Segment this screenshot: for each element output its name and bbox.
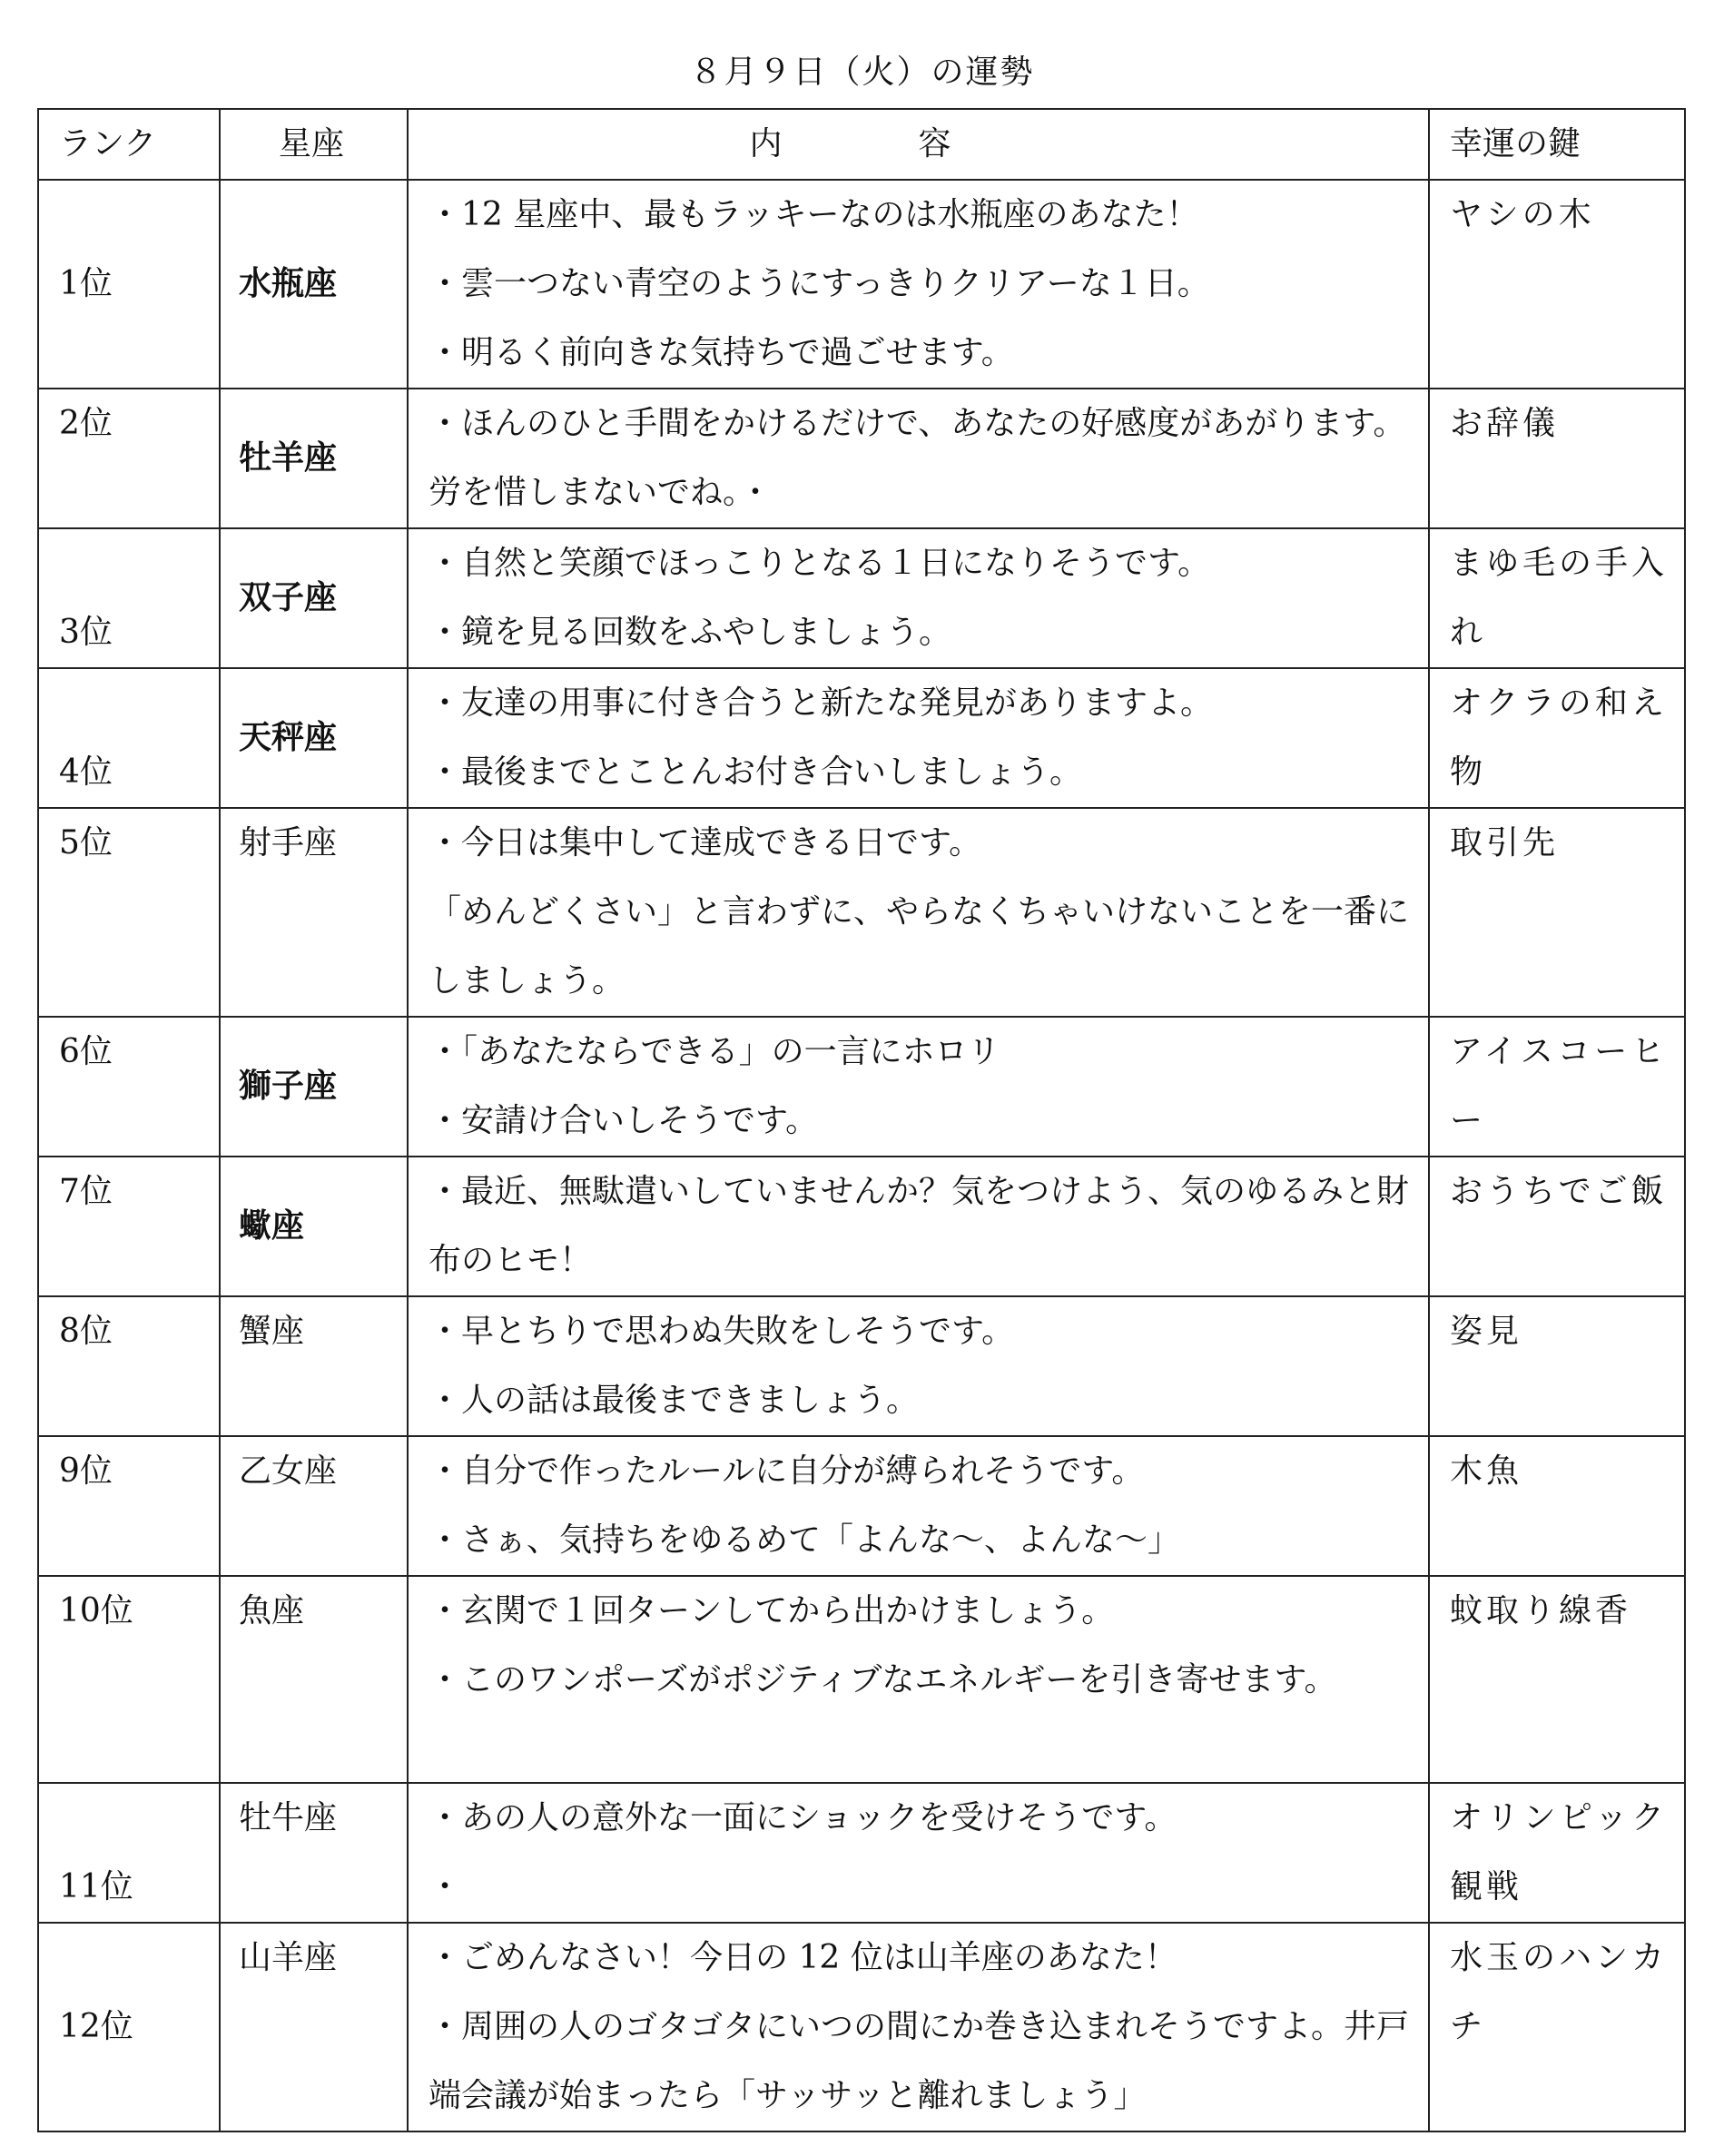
header-content: 内容 — [408, 109, 1429, 180]
rank-cell: 1位 — [38, 180, 220, 389]
rank-cell: 12位 — [38, 1923, 220, 2131]
header-key: 幸運の鍵 — [1429, 109, 1685, 180]
content-line: ・自分で作ったルールに自分が縛られそうです。 — [429, 1452, 1145, 1490]
table-row — [38, 808, 1685, 1017]
lucky-key-cell: オクラの和え物 — [1429, 668, 1685, 808]
sign-cell: 射手座 — [220, 808, 408, 1017]
sign-cell: 牡牛座 — [220, 1783, 408, 1923]
table-row — [38, 180, 1685, 389]
content-cell — [408, 1576, 1429, 1783]
rank-cell: 6位 — [38, 1017, 220, 1157]
table-row — [38, 389, 1685, 528]
lucky-key-cell: 水玉のハンカチ — [1429, 1923, 1685, 2131]
lucky-key-cell: 取引先 — [1429, 808, 1685, 1017]
lucky-key-cell: おうちでご飯 — [1429, 1157, 1685, 1296]
content-cell — [408, 1436, 1429, 1576]
content-line: ・今日は集中して達成できる日です。 — [429, 824, 982, 861]
lucky-key-cell: 木魚 — [1429, 1436, 1685, 1576]
content-line: ・鏡を見る回数をふやしましょう。 — [429, 614, 952, 651]
header-row — [38, 109, 1685, 180]
content-cell — [408, 1783, 1429, 1923]
lucky-key-cell: ヤシの木 — [1429, 180, 1685, 389]
page-title: ８月９日（火）の運勢 — [689, 54, 1035, 91]
content-line: ・雲一つない青空のようにすっきりクリアーな１日。 — [429, 265, 1210, 302]
content-cell — [408, 668, 1429, 808]
content-line: ・ほんのひと手間をかけるだけで、あなたの好感度があがります。労を惜しまないでね。・ — [429, 405, 1406, 511]
rank-cell: 7位 — [38, 1157, 220, 1296]
content-line: ・12 星座中、最もラッキーなのは水瓶座のあなた！ — [429, 196, 1199, 233]
table-row — [38, 1923, 1685, 2131]
content-cell — [408, 528, 1429, 668]
sign-cell: 魚座 — [220, 1576, 408, 1783]
rank-cell: 8位 — [38, 1296, 220, 1436]
sign-cell: 山羊座 — [220, 1923, 408, 2131]
table-row — [38, 1576, 1685, 1783]
lucky-key-cell: アイスコーヒー — [1429, 1017, 1685, 1157]
lucky-key-cell: まゆ毛の手入れ — [1429, 528, 1685, 668]
rank-cell: 3位 — [38, 528, 220, 668]
content-cell — [408, 1017, 1429, 1157]
sign-cell: 蟹座 — [220, 1296, 408, 1436]
rank-cell: 5位 — [38, 808, 220, 1017]
sign-cell: 乙女座 — [220, 1436, 408, 1576]
lucky-key-cell: 蚊取り線香 — [1429, 1576, 1685, 1783]
content-line: ・安請け合いしそうです。 — [429, 1102, 819, 1139]
sign-cell: 獅子座 — [220, 1017, 408, 1157]
sign-cell: 天秤座 — [220, 668, 408, 808]
content-line: ・このワンポーズがポジティブなエネルギーを引き寄せます。 — [429, 1661, 1337, 1698]
sign-cell: 水瓶座 — [220, 180, 408, 389]
horoscope-table — [37, 108, 1686, 2132]
content-line: ・早とちりで思わぬ失敗をしそうです。 — [429, 1313, 1015, 1350]
rank-cell: 2位 — [38, 389, 220, 528]
content-line: ・自然と笑顔でほっこりとなる１日になりそうです。 — [429, 545, 1211, 582]
lucky-key-cell: オリンピック観戦 — [1429, 1783, 1685, 1923]
content-line: ・人の話は最後まできましょう。 — [429, 1382, 920, 1419]
content-line: 「めんどくさい」と言わずに、やらなくちゃいけないことを一番にしましょう。 — [429, 893, 1410, 999]
table-row — [38, 528, 1685, 668]
header-sign: 星座 — [220, 109, 408, 180]
content-line: ・友達の用事に付き合うと新たな発見がありますよ。 — [429, 684, 1214, 722]
content-line: ・ — [429, 1868, 462, 1905]
content-line: ・明るく前向きな気持ちで過ごせます。 — [429, 334, 1014, 371]
table-row — [38, 1296, 1685, 1436]
rank-cell: 9位 — [38, 1436, 220, 1576]
table-row — [38, 1157, 1685, 1296]
table-row — [38, 1783, 1685, 1923]
lucky-key-cell: 姿見 — [1429, 1296, 1685, 1436]
content-cell — [408, 808, 1429, 1017]
content-line: ・最後までとことんお付き合いしましょう。 — [429, 753, 1083, 791]
content-line: ・さぁ、気持ちをゆるめて「よんな～、よんな～」 — [429, 1521, 1181, 1559]
content-cell — [408, 389, 1429, 528]
content-line: ・ごめんなさい！今日の 12 位は山羊座のあなた！ — [429, 1939, 1177, 1976]
content-line: ・あの人の意外な一面にショックを受けそうです。 — [429, 1799, 1177, 1836]
content-cell — [408, 1923, 1429, 2131]
content-cell — [408, 1296, 1429, 1436]
rank-cell: 11位 — [38, 1783, 220, 1923]
content-line: ・最近、無駄遣いしていませんか？気をつけよう、気のゆるみと財布のヒモ！ — [429, 1173, 1410, 1279]
table-row — [38, 1436, 1685, 1576]
sign-cell: 双子座 — [220, 528, 408, 668]
content-line: ・玄関で１回ターンしてから出かけましょう。 — [429, 1592, 1115, 1629]
rank-cell: 10位 — [38, 1576, 220, 1783]
table-row — [38, 668, 1685, 808]
content-cell — [408, 180, 1429, 389]
sign-cell: 牡羊座 — [220, 389, 408, 528]
content-cell — [408, 1157, 1429, 1296]
sign-cell: 蠍座 — [220, 1157, 408, 1296]
header-rank: ランク — [38, 109, 220, 180]
content-line: ・周囲の人のゴタゴタにいつの間にか巻き込まれそうですよ。井戸端会議が始まったら「サッサッと離れましょう」 — [429, 2008, 1410, 2114]
table-row — [38, 1017, 1685, 1157]
lucky-key-cell: お辞儀 — [1429, 389, 1685, 528]
rank-cell: 4位 — [38, 668, 220, 808]
content-line: ・「あなたならできる」の一言にホロリ — [429, 1033, 1000, 1070]
